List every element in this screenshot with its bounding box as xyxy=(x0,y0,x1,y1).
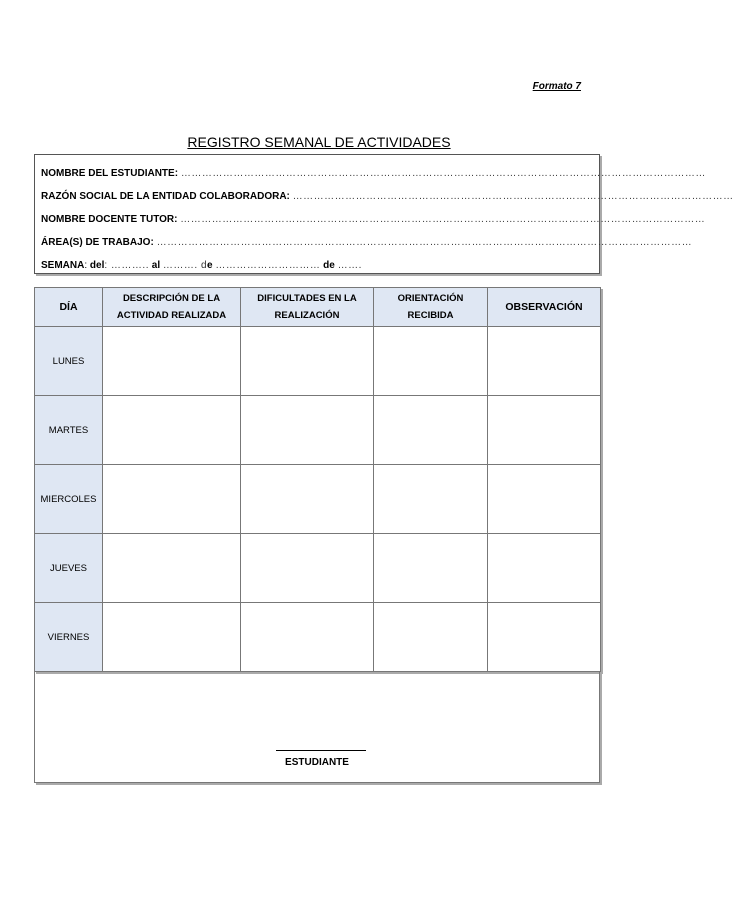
description-cell[interactable] xyxy=(103,534,241,603)
signature-box xyxy=(34,671,600,783)
entity-name-line xyxy=(41,191,734,202)
day-tuesday: MARTES xyxy=(35,396,103,465)
student-name-label: NOMBRE DEL ESTUDIANTE: xyxy=(41,168,179,179)
page-title: REGISTRO SEMANAL DE ACTIVIDADES xyxy=(187,134,451,150)
difficulties-cell[interactable] xyxy=(241,534,374,603)
week-to-label: al xyxy=(151,260,161,271)
header-observation: OBSERVACIÓN xyxy=(488,288,601,327)
orientation-cell[interactable] xyxy=(374,534,488,603)
week-to-field[interactable]: ………. d xyxy=(162,260,208,271)
header-day: DÍA xyxy=(35,288,103,327)
tutor-name-label: NOMBRE DOCENTE TUTOR: xyxy=(41,214,178,225)
week-from-label: del xyxy=(89,260,105,271)
table-row xyxy=(35,534,601,603)
observation-cell[interactable] xyxy=(488,465,601,534)
entity-name-field[interactable]: ……………………………………………………………………………………………………………… xyxy=(292,191,734,202)
table-header-row xyxy=(35,288,601,327)
table-row xyxy=(35,327,601,396)
day-wednesday: MIERCOLES xyxy=(35,465,103,534)
observation-cell[interactable] xyxy=(488,396,601,465)
week-label: SEMANA xyxy=(41,260,85,271)
observation-cell[interactable] xyxy=(488,534,601,603)
description-cell[interactable] xyxy=(103,396,241,465)
table-row xyxy=(35,603,601,672)
week-from-field[interactable]: : ……….. xyxy=(104,260,149,271)
description-cell[interactable] xyxy=(103,603,241,672)
observation-cell[interactable] xyxy=(488,603,601,672)
activities-table xyxy=(34,287,601,672)
work-area-field[interactable]: ……………………………………………………………………………………………………………………………………… xyxy=(156,237,693,248)
orientation-cell[interactable] xyxy=(374,603,488,672)
tutor-name-line xyxy=(41,214,706,225)
week-year-label: de xyxy=(323,260,335,271)
student-name-field[interactable]: …………………………………………………………………………………………………………………………………… xyxy=(180,168,706,179)
orientation-cell[interactable] xyxy=(374,327,488,396)
student-info-box xyxy=(34,154,734,274)
work-area-label: ÁREA(S) DE TRABAJO: xyxy=(41,237,154,248)
difficulties-cell[interactable] xyxy=(241,396,374,465)
description-cell[interactable] xyxy=(103,327,241,396)
signature-label: ESTUDIANTE xyxy=(285,757,349,768)
difficulties-cell[interactable] xyxy=(241,327,374,396)
student-name-line xyxy=(41,168,706,179)
work-area-line xyxy=(41,237,693,248)
day-friday: VIERNES xyxy=(35,603,103,672)
day-monday: LUNES xyxy=(35,327,103,396)
header-orientation: ORIENTACIÓN RECIBIDA xyxy=(374,288,488,327)
observation-cell[interactable] xyxy=(488,327,601,396)
table-row xyxy=(35,465,601,534)
difficulties-cell[interactable] xyxy=(241,603,374,672)
week-colon: : xyxy=(84,260,88,271)
orientation-cell[interactable] xyxy=(374,396,488,465)
header-description: DESCRIPCIÓN DE LA ACTIVIDAD REALIZADA xyxy=(103,288,241,327)
orientation-cell[interactable] xyxy=(374,465,488,534)
day-thursday: JUEVES xyxy=(35,534,103,603)
difficulties-cell[interactable] xyxy=(241,465,374,534)
format-label: Formato 7 xyxy=(532,81,581,92)
week-year-field[interactable]: ……. xyxy=(337,260,362,271)
week-month-field[interactable]: ………………………… xyxy=(215,260,321,271)
tutor-name-field[interactable]: …………………………………………………………………………………………………………………………………… xyxy=(180,214,706,225)
signature-line[interactable] xyxy=(276,750,366,751)
week-line xyxy=(41,260,593,271)
week-of-label: e xyxy=(207,260,213,271)
table-row xyxy=(35,396,601,465)
description-cell[interactable] xyxy=(103,465,241,534)
header-difficulties: DIFICULTADES EN LA REALIZACIÓN xyxy=(241,288,374,327)
entity-name-label: RAZÓN SOCIAL DE LA ENTIDAD COLABORADORA: xyxy=(41,191,290,202)
